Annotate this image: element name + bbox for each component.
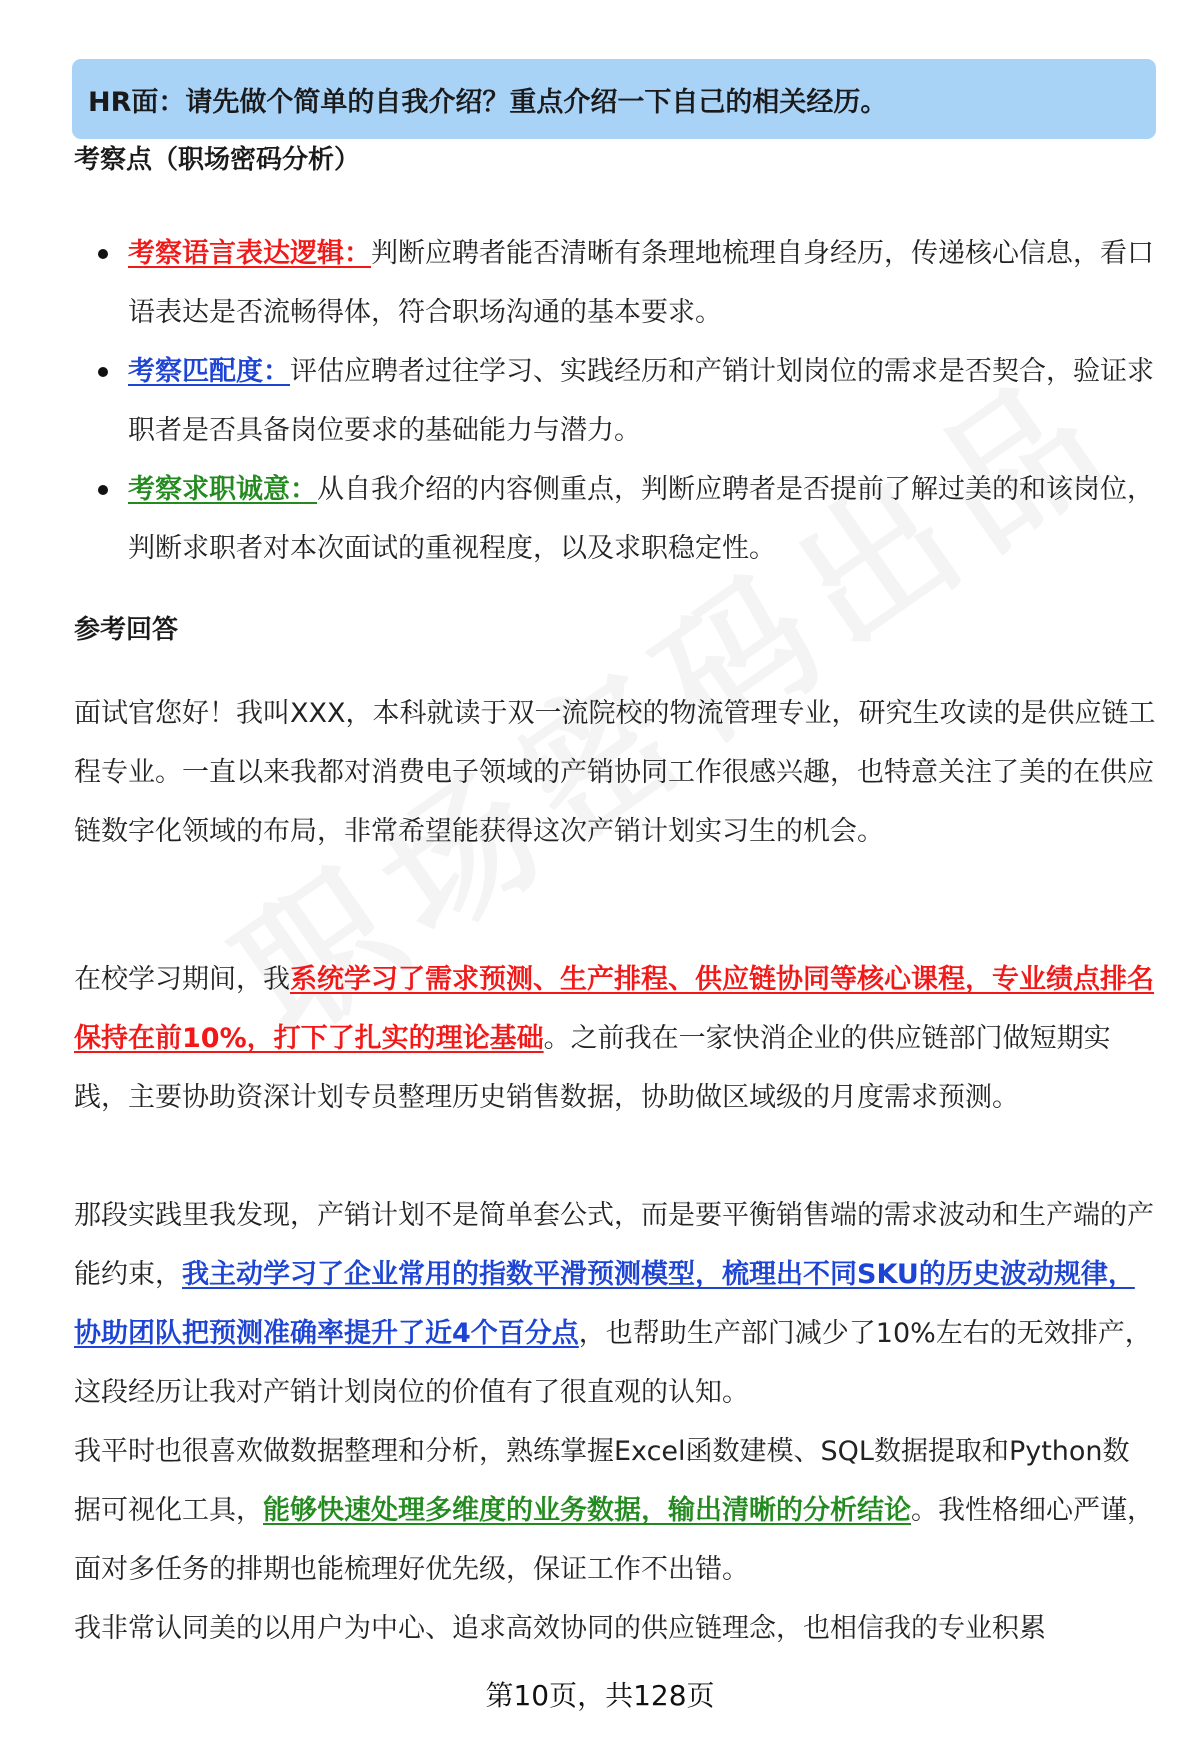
point-item xyxy=(74,460,1154,578)
page-footer: 第10页，共128页 xyxy=(485,1679,715,1712)
answer-paragraph-intro: 面试官您好！我叫XXX，本科就读于双一流院校的物流管理专业，研究生攻读的是供应链工程专业。一直以来我都对消费电子领域的产销协同工作很感兴趣，也特意关注了美的在供应链数字化领域的布局，非常希望能获得这次产销计划实习生的机会。 xyxy=(74,698,1156,847)
answer-highlight: 能够快速处理多维度的业务数据，输出清晰的分析结论 xyxy=(263,1495,911,1526)
question-text: HR面：请先做个简单的自我介绍？重点介绍一下自己的相关经历。 xyxy=(88,86,888,118)
point-key: 考察求职诚意： xyxy=(128,474,317,505)
point-text: 判断应聘者能否清晰有条理地梳理自身经历，传递核心信息，看口语表达是否流畅得体，符合职场沟通的基本要求。 xyxy=(128,238,1154,328)
point-text: 评估应聘者过往学习、实践经历和产销计划岗位的需求是否契合，验证求职者是否具备岗位要求的基础能力与潜力。 xyxy=(128,356,1154,446)
point-item xyxy=(74,224,1154,342)
point-item xyxy=(74,342,1154,460)
bullet-dot-icon xyxy=(98,367,108,377)
point-text: 从自我介绍的内容侧重点，判断应聘者是否提前了解过美的和该岗位，判断求职者对本次面试的重视程度，以及求职稳定性。 xyxy=(128,474,1154,564)
answer-heading: 参考回答 xyxy=(74,615,179,645)
point-key: 考察匹配度： xyxy=(128,356,290,387)
points-heading: 考察点（职场密码分析） xyxy=(74,145,361,175)
answer-paragraph-study xyxy=(74,950,1156,1127)
answer-paragraph-practice xyxy=(74,1186,1156,1422)
answer-text: 。之前我在一家快消企业的供应链部门做短期实践，主要协助资深计划专员整理历史销售数据，协助做区域级的月度需求预测。 xyxy=(74,1023,1111,1113)
answer-highlight: 系统学习了需求预测、生产排程、供应链协同等核心课程，专业绩点排名保持在前10%，打下了扎实的理论基础 xyxy=(74,964,1154,1054)
question-banner xyxy=(72,59,1156,139)
points-list xyxy=(74,224,1154,578)
answer-text: 在校学习期间，我 xyxy=(74,964,290,995)
bullet-dot-icon xyxy=(98,249,108,259)
point-key: 考察语言表达逻辑： xyxy=(128,238,371,269)
answer-text: 我平时也很喜欢做数据整理和分析，熟练掌握Excel函数建模、SQL数据提取和Python数据可视化工具， xyxy=(74,1436,1130,1526)
answer-text: ，也帮助生产部门减少了10%左右的无效排产，这段经历让我对产销计划岗位的价值有了很直观的认知。 xyxy=(74,1318,1152,1408)
answer-text: 那段实践里我发现，产销计划不是简单套公式，而是要平衡销售端的需求波动和生产端的产能约束， xyxy=(74,1200,1154,1290)
answer-text: 。我性格细心严谨，面对多任务的排期也能梳理好优先级，保证工作不出错。 xyxy=(74,1495,1154,1585)
answer-paragraph-skills xyxy=(74,1422,1156,1599)
answer-highlight: 我主动学习了企业常用的指数平滑预测模型，梳理出不同SKU的历史波动规律，协助团队把预测准确率提升了近4个百分点 xyxy=(74,1259,1135,1349)
answer-paragraph-closing: 我非常认同美的以用户为中心、追求高效协同的供应链理念，也相信我的专业积累 xyxy=(74,1613,1046,1644)
bullet-dot-icon xyxy=(98,485,108,495)
